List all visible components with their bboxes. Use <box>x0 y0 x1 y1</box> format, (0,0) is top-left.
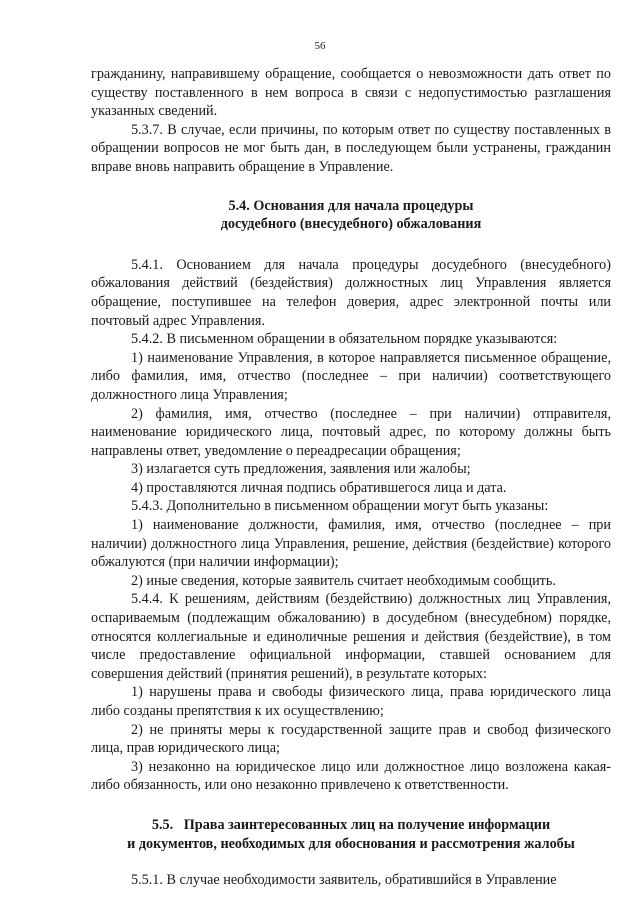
list-item-5-4-2-1: 1) наименование Управления, в которое направляется письменное обращение, либо фамилия, имя, отчество (последнее – при наличии) соответствующего должностного лица Управления; <box>91 349 611 403</box>
section-heading-5-5-line2: и документов, необходимых для обоснования и рассмотрения жалобы <box>127 835 575 852</box>
list-item-5-4-4-2: 2) не приняты меры к государственной защите прав и свобод физического лица, прав юридического лица; <box>91 721 611 757</box>
paragraph-5-4-1: 5.4.1. Основанием для начала процедуры досудебного (внесудебного) обжалования действий (бездействия) должностных лиц Управления является обращение, поступившее на телефон доверия, адрес электронной почты или почтовый адрес Управления. <box>91 256 611 329</box>
section-heading-5-4-line1: 5.4. Основания для начала процедуры <box>228 197 474 214</box>
document-body <box>91 65 611 890</box>
list-item-5-4-4-3: 3) незаконно на юридическое лицо или должностное лицо возложена какая-либо обязанность, или оно незаконно привлечено к ответственности. <box>91 758 611 794</box>
paragraph-5-4-2: 5.4.2. В письменном обращении в обязательном порядке указываются: <box>131 331 558 348</box>
list-item-5-4-2-4: 4) проставляются личная подпись обратившегося лица и дата. <box>131 479 507 496</box>
section-heading-5-5 <box>91 816 611 853</box>
list-item-5-4-2-2: 2) фамилия, имя, отчество (последнее – при наличии) отправителя, наименование юридического лица, почтовый адрес, по которому должны быть направлены ответ, уведомление о переадресации обращения; <box>91 405 611 459</box>
paragraph-5-3-7: 5.3.7. В случае, если причины, по которым ответ по существу поставленных в обращении вопросов не мог быть дан, в последующем были устранены, гражданин вправе вновь направить обращение в Управление. <box>91 121 611 175</box>
list-item-5-4-2-3: 3) излагается суть предложения, заявления или жалобы; <box>131 461 471 478</box>
section-heading-5-4 <box>91 197 611 234</box>
paragraph-5-4-3: 5.4.3. Дополнительно в письменном обращении могут быть указаны: <box>131 498 549 515</box>
section-heading-5-4-line2: досудебного (внесудебного) обжалования <box>220 216 482 233</box>
list-item-5-4-4-1: 1) нарушены права и свободы физического лица, права юридического лица либо созданы препятствия к их осуществлению; <box>91 684 611 719</box>
section-heading-5-5-line1: 5.5. Права заинтересованных лиц на получение информации <box>151 816 551 833</box>
paragraph-5-4-4: 5.4.4. К решениям, действиям (бездействию) должностных лиц Управления, оспариваемым (подлежащим обжалованию) в досудебном (внесудебном) порядке, относятся коллегиальные и единоличные решения и действия (бездействие), в том числе предоставление официальной информации, ставшей основанием для совершения действий (принятия решений), в результате которых: <box>91 591 611 682</box>
paragraph-5-5-1: 5.5.1. В случае необходимости заявитель, обратившийся в Управление <box>131 872 557 889</box>
page-number: 56 <box>314 40 326 52</box>
list-item-5-4-3-1: 1) наименование должности, фамилия, имя, отчество (последнее – при наличии) должностного лица Управления, решение, действия (бездействие) которого обжалуются (при наличии информации); <box>91 517 611 571</box>
list-item-5-4-3-2: 2) иные сведения, которые заявитель считает необходимым сообщить. <box>131 572 556 589</box>
paragraph-continued: гражданину, направившему обращение, сообщается о невозможности дать ответ по существу поставленного в нем вопроса в связи с недопустимостью разглашения указанных сведений. <box>91 66 611 120</box>
